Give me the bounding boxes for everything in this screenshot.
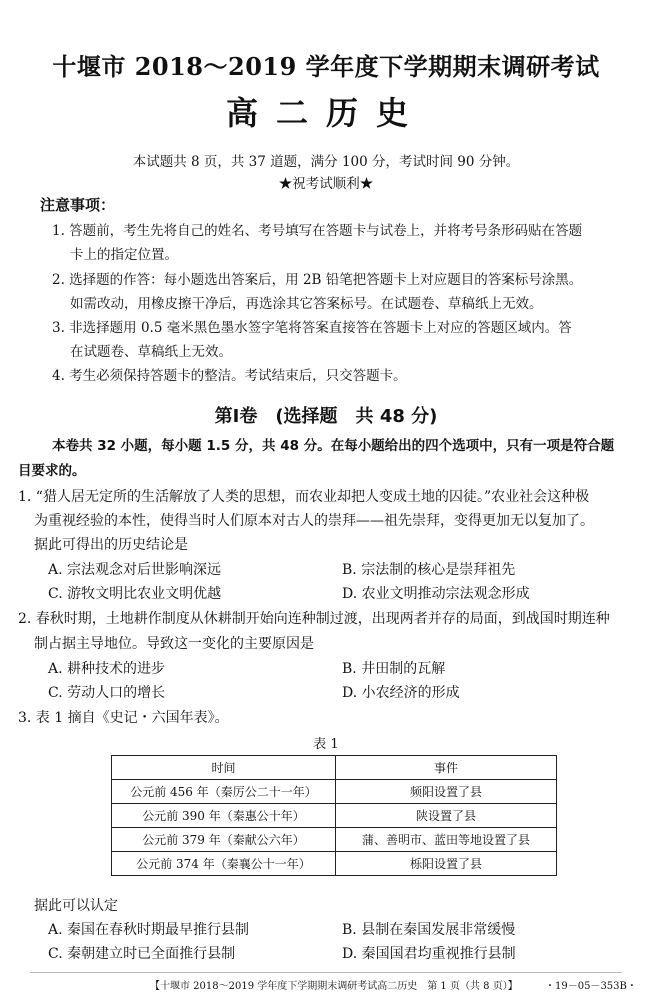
option-b: B. 宗法制的核心是崇拜祖先 <box>342 562 516 578</box>
option-d: D. 农业文明推动宗法观念形成 <box>342 586 530 602</box>
subject-title: 高二历史 <box>225 94 426 132</box>
footer-code: ・19－05－353B・ <box>545 981 637 992</box>
section-title: 第Ⅰ卷 (选择题 共 48 分) <box>214 406 438 427</box>
question-3-text: 3. 表 1 摘自《史记・六国年表》。 <box>18 710 229 726</box>
table-row <box>112 828 557 852</box>
footer-page-info: 【十堰市 2018～2019 学年度下学期期末调研考试高二历史 第 1 页（共 8 页）】 <box>150 981 518 992</box>
table-cell: 公元前 379 年（秦献公六年） <box>112 828 336 852</box>
option-c: C. 秦朝建立时已全面推行县制 <box>48 946 236 962</box>
question-3-prompt: 据此可以认定 <box>34 898 118 914</box>
table-header-row <box>112 756 557 780</box>
section-desc: 本卷共 32 小题，每小题 1.5 分，共 48 分。在每小题给出的四个选项中，只有一项是符合题 <box>52 438 615 454</box>
notice-line: 如需改动，用橡皮擦干净后，再选涂其它答案标号。在试题卷、草稿纸上无效。 <box>70 296 543 312</box>
table-cell: 蒲、善明市、蓝田等地设置了县 <box>336 828 557 852</box>
table-row <box>112 852 557 876</box>
question-1-text: 据此可得出的历史结论是 <box>34 537 188 553</box>
footer-divider <box>30 972 622 973</box>
table-cell: 公元前 456 年（秦厉公二十一年） <box>112 780 336 804</box>
table-cell: 公元前 390 年（秦惠公十年） <box>112 804 336 828</box>
notice-line: 2. 选择题的作答：每小题选出答案后，用 2B 铅笔把答题卡上对应题目的答案标号涂黑。 <box>52 272 583 288</box>
notice-line: 卡上的指定位置。 <box>70 247 178 263</box>
table-cell: 频阳设置了县 <box>336 780 557 804</box>
question-2-text: 制占据主导地位。导致这一变化的主要原因是 <box>34 636 314 652</box>
section-desc: 目要求的。 <box>18 463 86 479</box>
question-1-text: 1. “猎人居无定所的生活解放了人类的思想，而农业却把人变成土地的囚徒。”农业社会这种极 <box>18 489 590 505</box>
question-2-text: 2. 春秋时期，土地耕作制度从休耕制开始向连种制过渡，出现两者并存的局面，到战国时期连种 <box>18 611 610 627</box>
exam-title: 十堰市 2018～2019 学年度下学期期末调研考试 <box>52 52 600 81</box>
table-header-cell: 时间 <box>112 756 336 780</box>
option-d: D. 秦国国君均重视推行县制 <box>342 946 516 962</box>
notice-line: 1. 答题前，考生先将自己的姓名、考号填写在答题卡与试卷上，并将考号条形码贴在答题 <box>52 223 583 239</box>
option-a: A. 耕种技术的进步 <box>48 661 166 677</box>
option-c: C. 游牧文明比农业文明优越 <box>48 586 222 602</box>
table-header-cell: 事件 <box>336 756 557 780</box>
notice-line: 4. 考生必须保持答题卡的整洁。考试结束后，只交答题卡。 <box>52 368 407 384</box>
table-row <box>112 780 557 804</box>
option-a: A. 宗法观念对后世影响深远 <box>48 562 222 578</box>
option-a: A. 秦国在春秋时期最早推行县制 <box>48 922 250 938</box>
table-cell: 陕设置了县 <box>336 804 557 828</box>
question-1-text: 为重视经验的本性，使得当时人们原本对古人的崇拜——祖先崇拜，变得更加无以复加了。 <box>34 513 594 529</box>
option-b: B. 县制在秦国发展非常缓慢 <box>342 922 516 938</box>
notice-line: 在试题卷、草稿纸上无效。 <box>70 344 232 360</box>
option-c: C. 劳动人口的增长 <box>48 685 166 701</box>
exam-info: 本试题共 8 页，共 37 道题，满分 100 分，考试时间 90 分钟。 <box>132 154 520 170</box>
good-luck-line: ★祝考试顺利★ <box>278 176 374 192</box>
table-cell: 公元前 374 年（秦襄公十一年） <box>112 852 336 876</box>
notice-title: 注意事项： <box>40 196 116 214</box>
option-b: B. 井田制的瓦解 <box>342 661 446 677</box>
table-cell: 栎阳设置了县 <box>336 852 557 876</box>
option-d: D. 小农经济的形成 <box>342 685 460 701</box>
notice-line: 3. 非选择题用 0.5 毫米黑色墨水签字笔将答案直接答在答题卡上对应的答题区域内。答 <box>52 320 572 336</box>
table-row <box>112 804 557 828</box>
history-table <box>111 755 557 876</box>
table-title: 表 1 <box>313 737 339 752</box>
